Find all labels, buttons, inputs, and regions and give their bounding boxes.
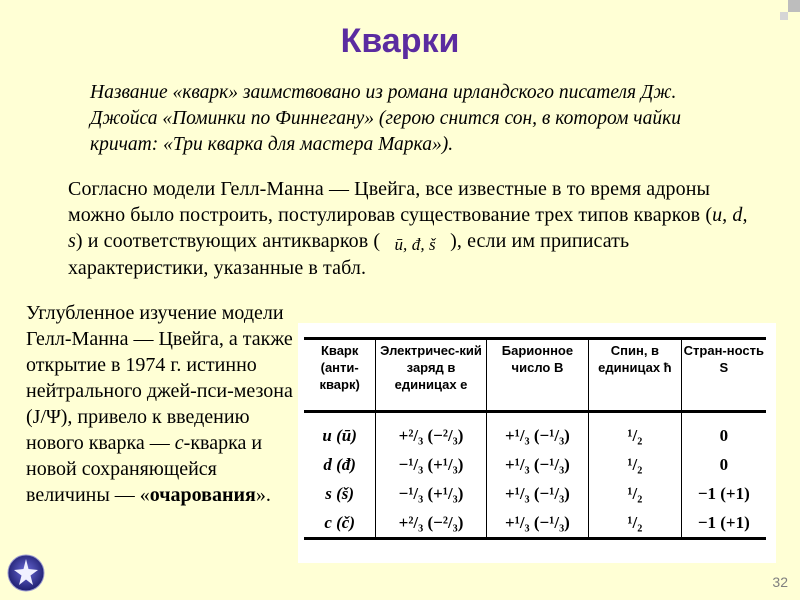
corner-decoration-small [780, 12, 788, 20]
model-text-1: Согласно модели Гелл-Манна — Цвейга, все известные в то время адроны можно было построить, постулировав существование трех типов кварков ( [68, 178, 713, 226]
table-cell: 0 [681, 450, 766, 479]
deep-text-3: ». [255, 484, 271, 506]
c-quark-letter: с [174, 432, 184, 454]
table-row [304, 508, 766, 539]
quark-types: u, d, s [68, 204, 748, 252]
table-header-row [304, 339, 766, 412]
table-cell: d (đ) [323, 454, 356, 474]
model-paragraph [68, 176, 748, 281]
table-cell: 0 [681, 412, 766, 451]
quark-table-image [298, 323, 776, 563]
table-cell: +¹/₃ (−¹/₃) [486, 508, 588, 539]
header-quark: Кварк (анти-кварк) [304, 339, 376, 412]
table-cell: +¹/₃ (−¹/₃) [486, 412, 588, 451]
table-cell: −1 (+1) [681, 479, 766, 508]
header-strangeness: Стран-ность S [681, 339, 766, 412]
table-cell: −1 (+1) [681, 508, 766, 539]
deep-text-2: -кварка и новой сохраняющейся величины — « [26, 432, 263, 506]
slide-title: Кварки [340, 22, 460, 60]
table-row [304, 412, 766, 451]
deep-study-paragraph [26, 300, 296, 508]
corner-decoration [788, 0, 800, 12]
table-cell: ¹/₂ [589, 479, 681, 508]
table-cell: +¹/₃ (−¹/₃) [486, 479, 588, 508]
table-cell: ¹/₂ [589, 412, 681, 451]
table-cell: −¹/₃ (+¹/₃) [376, 479, 486, 508]
antiquark-symbols: ū, đ, š [394, 235, 436, 254]
deep-text-1: Углубленное изучение модели Гелл-Манна — Цвейга, а также открытие в 1974 г. истинно нейтрального джей-пси-мезона (J/Ψ), привело к введению нового кварка — [26, 302, 293, 454]
model-text-3: ), если им приписать характеристики, указанные в табл. [68, 230, 630, 279]
intro-paragraph: Название «кварк» заимствовано из романа ирландского писателя Дж. Джойса «Поминки по Финнегану» (герою снится сон, в котором чайки кричат: «Три кварка для мастера Марка»). [90, 82, 681, 155]
table-cell: s (š) [325, 483, 355, 503]
table-cell: −¹/₃ (+¹/₃) [376, 450, 486, 479]
table-cell: ¹/₂ [589, 508, 681, 539]
header-baryon: Барионное число B [486, 339, 588, 412]
header-charge: Электричес-кий заряд в единицах e [376, 339, 486, 412]
page-number: 32 [772, 574, 788, 590]
star-globe-icon [6, 553, 46, 593]
header-spin: Спин, в единицах ħ [589, 339, 681, 412]
table-row [304, 479, 766, 508]
table-cell: +¹/₃ (−¹/₃) [486, 450, 588, 479]
table-cell: +²/₃ (−²/₃) [376, 508, 486, 539]
quark-table [304, 337, 766, 540]
charm-word: очарования [149, 484, 256, 506]
table-cell: ¹/₂ [589, 450, 681, 479]
model-text-2: ) и соответствующих антикварков ( [75, 230, 381, 252]
table-cell: +²/₃ (−²/₃) [376, 412, 486, 451]
table-row [304, 450, 766, 479]
table-cell: c (č) [304, 508, 376, 539]
table-cell: u (ū) [322, 425, 357, 445]
